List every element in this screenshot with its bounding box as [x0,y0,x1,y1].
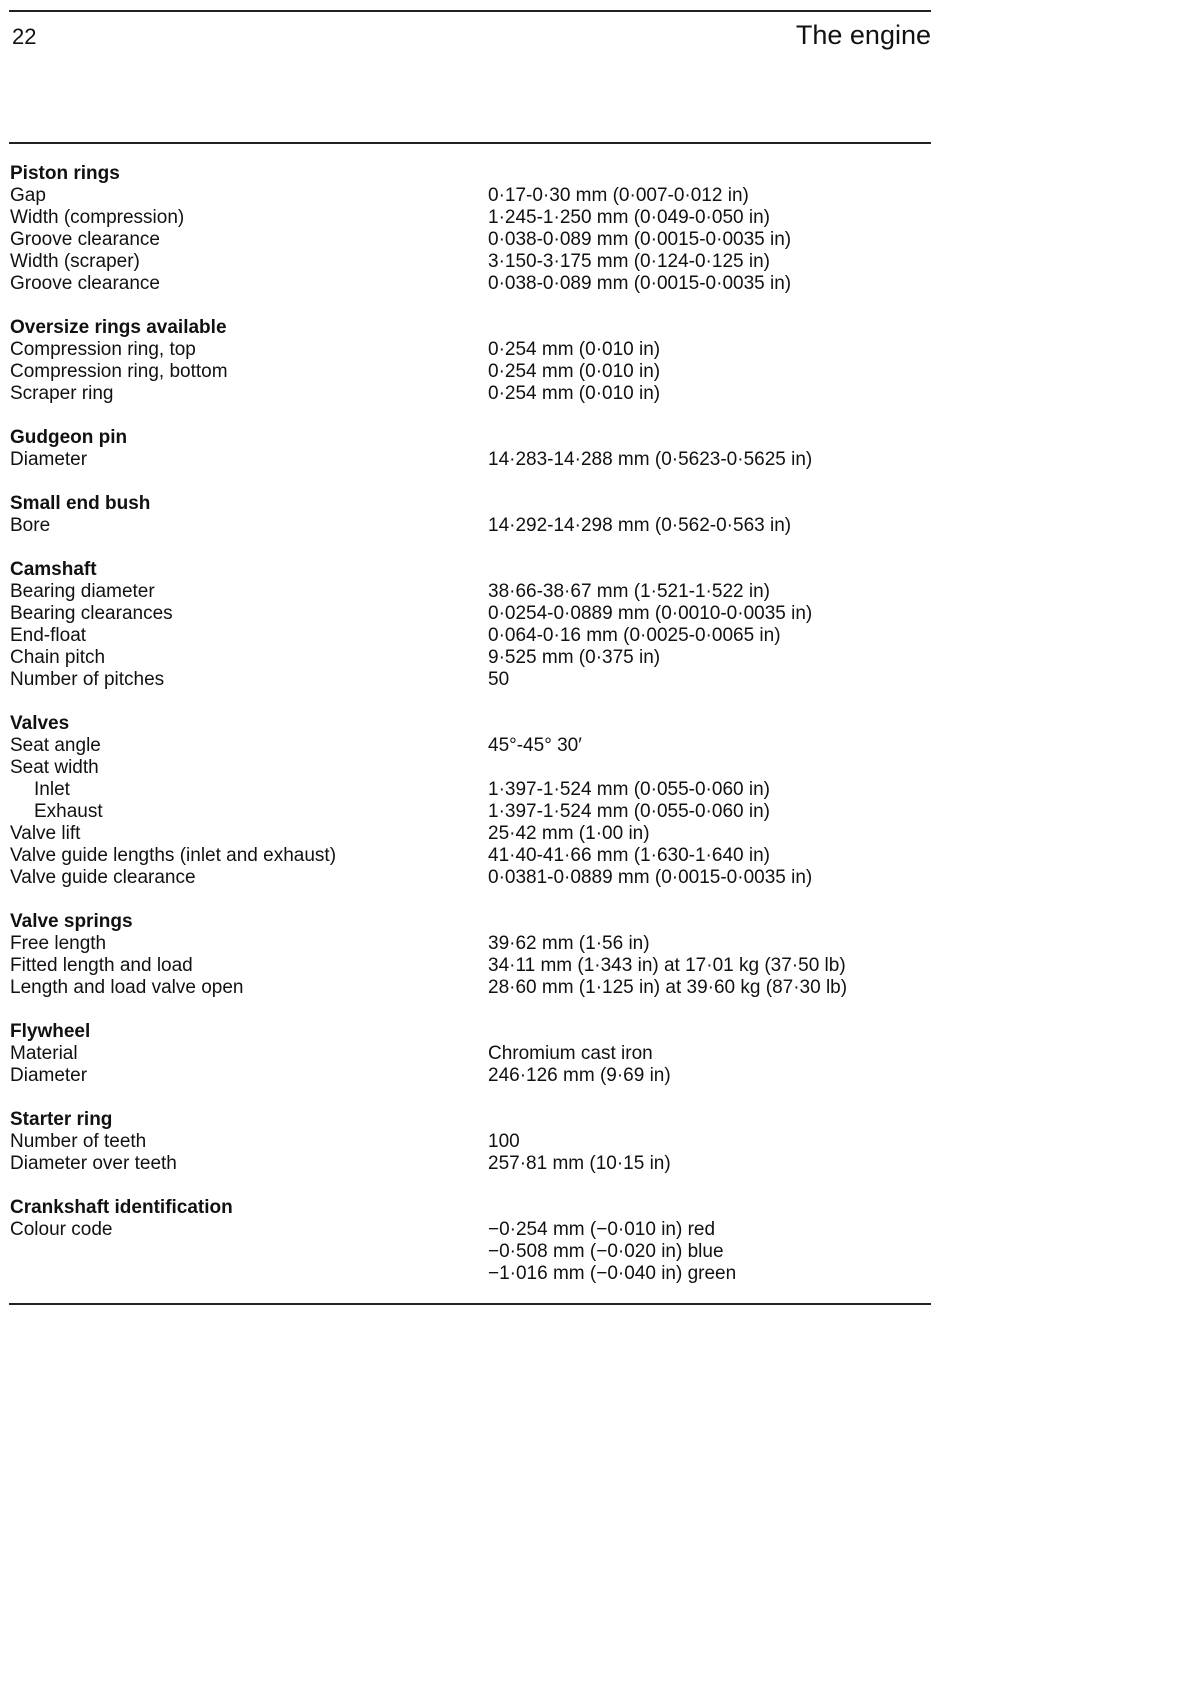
section-title: Starter ring [10,1109,113,1130]
spec-value: 0·0381-0·0889 mm (0·0015-0·0035 in) [488,867,813,888]
section-title: Valves [10,713,70,734]
spec-value: 28·60 mm (1·125 in) at 39·60 kg (87·30 lb) [488,977,848,998]
spec-section [10,1197,920,1285]
spec-row [10,1219,920,1241]
spec-value: 3·150-3·175 mm (0·124-0·125 in) [488,251,770,272]
spec-row [10,185,920,207]
header-rule-top [9,10,931,12]
spec-value: 0·038-0·089 mm (0·0015-0·0035 in) [488,229,792,250]
spec-value: 0·0254-0·0889 mm (0·0010-0·0035 in) [488,603,813,624]
spec-value: 45°-45° 30′ [488,735,582,756]
spec-value: 0·17-0·30 mm (0·007-0·012 in) [488,185,749,206]
spec-row [10,1153,920,1175]
spec-label: Free length [10,933,107,954]
spec-value: Chromium cast iron [488,1043,653,1064]
spec-value: −0·508 mm (−0·020 in) blue [488,1241,724,1262]
spec-section [10,317,920,405]
spec-row [10,361,920,383]
spec-label: Length and load valve open [10,977,244,998]
spec-row [10,823,920,845]
spec-row [10,977,920,999]
spec-value: 14·292-14·298 mm (0·562-0·563 in) [488,515,792,536]
spec-value: 0·038-0·089 mm (0·0015-0·0035 in) [488,273,792,294]
spec-row [10,1263,920,1285]
spec-label: Compression ring, bottom [10,361,228,382]
spec-value: 1·397-1·524 mm (0·055-0·060 in) [488,801,770,822]
spec-row [10,757,920,779]
spec-value: 25·42 mm (1·00 in) [488,823,650,844]
spec-row [10,251,920,273]
spec-value: 1·397-1·524 mm (0·055-0·060 in) [488,779,770,800]
spec-value: 34·11 mm (1·343 in) at 17·01 kg (37·50 lb) [488,955,846,976]
spec-label: Colour code [10,1219,113,1240]
spec-label: Diameter [10,1065,88,1086]
spec-value: 50 [488,669,510,690]
spec-label: Gap [10,185,46,206]
spec-label: Number of pitches [10,669,165,690]
spec-value: −0·254 mm (−0·010 in) red [488,1219,716,1240]
spec-row [10,735,920,757]
page-number: 22 [12,24,37,49]
spec-row [10,845,920,867]
spec-row [10,273,920,295]
spec-label: Diameter over teeth [10,1153,177,1174]
spec-label: Width (compression) [10,207,185,228]
spec-row [10,779,920,801]
section-title: Piston rings [10,163,120,184]
spec-row [10,383,920,405]
section-title: Crankshaft identification [10,1197,233,1218]
spec-value: 257·81 mm (10·15 in) [488,1153,671,1174]
spec-label: Compression ring, top [10,339,196,360]
spec-row [10,955,920,977]
spec-row [10,207,920,229]
spec-label: Scraper ring [10,383,114,404]
spec-value: 41·40-41·66 mm (1·630-1·640 in) [488,845,770,866]
spec-section [10,163,920,295]
spec-row [10,603,920,625]
spec-row [10,515,920,537]
spec-value: 0·064-0·16 mm (0·0025-0·0065 in) [488,625,781,646]
spec-label: Number of teeth [10,1131,147,1152]
spec-section [10,911,920,999]
spec-section [10,493,920,537]
specification-table [10,163,920,1307]
section-title: Small end bush [10,493,151,514]
spec-row [10,669,920,691]
spec-value: 0·254 mm (0·010 in) [488,361,661,382]
spec-value: 100 [488,1131,520,1152]
spec-row [10,581,920,603]
spec-section [10,713,920,889]
section-title: Camshaft [10,559,97,580]
spec-value: 14·283-14·288 mm (0·5623-0·5625 in) [488,449,813,470]
spec-label: End-float [10,625,87,646]
spec-value: 246·126 mm (9·69 in) [488,1065,671,1086]
spec-row [10,801,920,823]
spec-row [10,1043,920,1065]
section-title: Oversize rings available [10,317,227,338]
spec-label: Width (scraper) [10,251,140,272]
section-title: Gudgeon pin [10,427,128,448]
spec-value: 39·62 mm (1·56 in) [488,933,650,954]
section-title: Valve springs [10,911,133,932]
spec-label: Groove clearance [10,273,160,294]
spec-row [10,647,920,669]
spec-label: Valve guide clearance [10,867,196,888]
spec-value: 9·525 mm (0·375 in) [488,647,661,668]
spec-value: −1·016 mm (−0·040 in) green [488,1263,737,1284]
spec-label: Chain pitch [10,647,106,668]
spec-label: Diameter [10,449,88,470]
spec-label: Exhaust [34,801,103,822]
spec-value: 38·66-38·67 mm (1·521-1·522 in) [488,581,770,602]
section-title: Flywheel [10,1021,91,1042]
spec-row [10,867,920,889]
spec-row [10,1131,920,1153]
spec-row [10,229,920,251]
spec-row [10,1241,920,1263]
spec-row [10,933,920,955]
spec-label: Seat width [10,757,99,778]
spec-label: Valve guide lengths (inlet and exhaust) [10,845,337,866]
spec-label: Material [10,1043,78,1064]
spec-row [10,625,920,647]
spec-value: 0·254 mm (0·010 in) [488,339,661,360]
spec-label: Bearing clearances [10,603,173,624]
spec-row [10,339,920,361]
spec-label: Bore [10,515,51,536]
spec-section [10,1021,920,1087]
spec-label: Bearing diameter [10,581,155,602]
spec-label: Seat angle [10,735,101,756]
chapter-title: The engine [795,20,931,50]
spec-label: Inlet [34,779,70,800]
spec-row [10,449,920,471]
footer-rule [9,1303,931,1305]
section-rule [9,142,931,144]
spec-section [10,427,920,471]
spec-section [10,559,920,691]
spec-label: Fitted length and load [10,955,193,976]
spec-label: Valve lift [10,823,81,844]
spec-section [10,1109,920,1175]
spec-row [10,1065,920,1087]
spec-value: 0·254 mm (0·010 in) [488,383,661,404]
spec-value: 1·245-1·250 mm (0·049-0·050 in) [488,207,770,228]
spec-label: Groove clearance [10,229,160,250]
